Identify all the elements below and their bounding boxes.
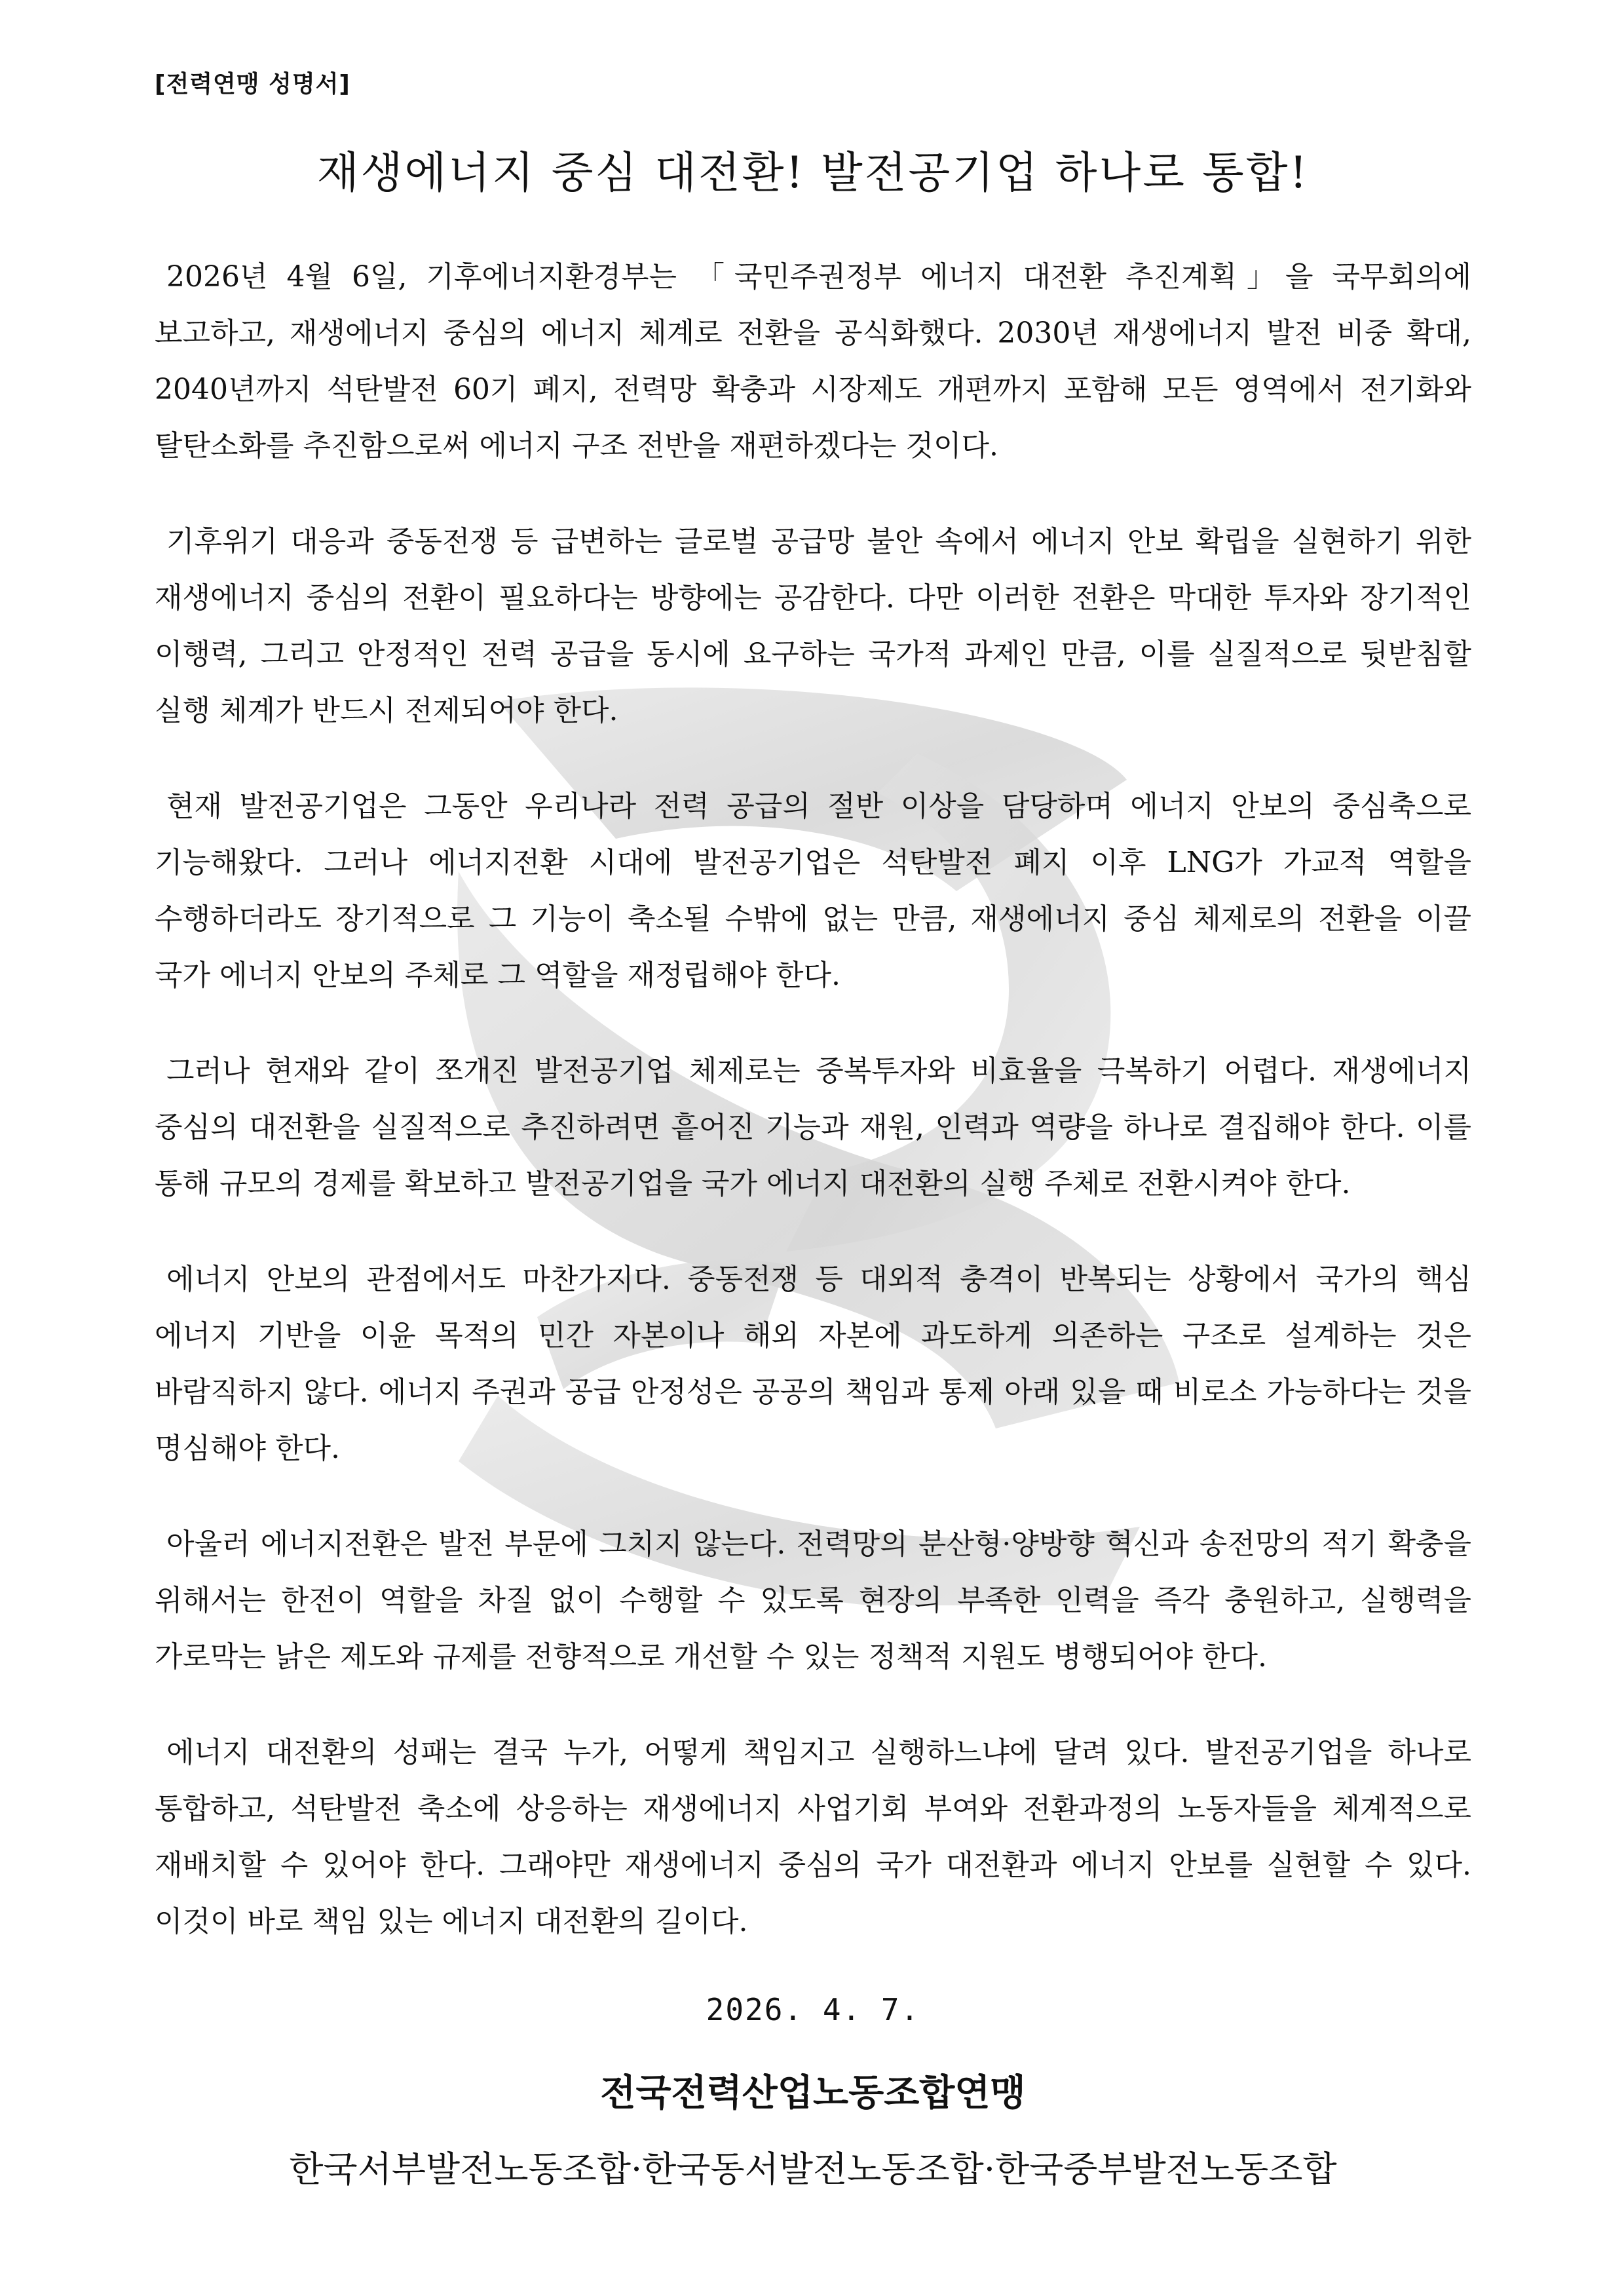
member-unions: 한국서부발전노동조합·한국동서발전노동조합·한국중부발전노동조합 [289,2149,1337,2190]
body-paragraph-4: 그러나 현재와 같이 쪼개진 발전공기업 체제로는 중복투자와 비효율을 극복하기 어렵다. 재생에너지 중심의 대전환을 실질적으로 추진하려면 흩어진 기능과 재원, 인력과 역량을 하나로 결집해야 한다. 이를 통해 규모의 경제를 확보하고 발전공기업을 국가 에너지 대전환의 실행 주체로 전환시켜야 한다. [155,1054,1471,1200]
body-paragraph-6: 아울러 에너지전환은 발전 부문에 그치지 않는다. 전력망의 분산형·양방향 혁신과 송전망의 적기 확충을 위해서는 한전이 역할을 차질 없이 수행할 수 있도록 현장의 부족한 인력을 즉각 충원하고, 실행력을 가로막는 낡은 제도와 규제를 전향적으로 개선할 수 있는 정책적 지원도 병행되어야 한다. [155,1527,1471,1674]
body-paragraph-5: 에너지 안보의 관점에서도 마찬가지다. 중동전쟁 등 대외적 충격이 반복되는 상황에서 국가의 핵심 에너지 기반을 이윤 목적의 민간 자본이나 해외 자본에 과도하게 의존하는 구조로 설계하는 것은 바람직하지 않다. 에너지 주권과 공급 안정성은 공공의 책임과 통제 아래 있을 때 비로소 가능하다는 것을 명심해야 한다. [155,1263,1471,1465]
issuing-organization: 전국전력산업노동조합연맹 [600,2071,1026,2114]
body-paragraph-3: 현재 발전공기업은 그동안 우리나라 전력 공급의 절반 이상을 담당하며 에너지 안보의 중심축으로 기능해왔다. 그러나 에너지전환 시대에 발전공기업은 석탄발전 폐지 이후 LNG가 가교적 역할을 수행하더라도 장기적으로 그 기능이 축소될 수밖에 없는 만큼, 재생에너지 중심 체제로의 전환을 이끌 국가 에너지 안보의 주체로 그 역할을 재정립해야 한다. [155,790,1471,992]
statement-title: 재생에너지 중심 대전환! 발전공기업 하나로 통합! [316,147,1310,198]
statement-body [155,249,1471,1989]
body-paragraph-1: 2026년 4월 6일, 기후에너지환경부는 「국민주권정부 에너지 대전환 추진계획」을 국무회의에 보고하고, 재생에너지 중심의 에너지 체계로 전환을 공식화했다. 2030년 재생에너지 발전 비중 확대, 2040년까지 석탄발전 60기 폐지, 전력망 확충과 시장제도 개편까지 포함해 모든 영역에서 전기화와 탈탄소화를 추진함으로써 에너지 구조 전반을 재편하겠다는 것이다. [155,260,1471,463]
body-paragraph-2: 기후위기 대응과 중동전쟁 등 급변하는 글로벌 공급망 불안 속에서 에너지 안보 확립을 실현하기 위한 재생에너지 중심의 전환이 필요하다는 방향에는 공감한다. 다만 이러한 전환은 막대한 투자와 장기적인 이행력, 그리고 안정적인 전력 공급을 동시에 요구하는 국가적 과제인 만큼, 이를 실질적으로 뒷받침할 실행 체계가 반드시 전제되어야 한다. [155,525,1471,727]
statement-date: 2026. 4. 7. [706,1992,920,2027]
document-type-tag: [전력연맹 성명서] [155,71,350,98]
body-paragraph-7: 에너지 대전환의 성패는 결국 누가, 어떻게 책임지고 실행하느냐에 달려 있다. 발전공기업을 하나로 통합하고, 석탄발전 축소에 상응하는 재생에너지 사업기회 부여와 전환과정의 노동자들을 체계적으로 재배치할 수 있어야 한다. 그래야만 재생에너지 중심의 국가 대전환과 에너지 안보를 실현할 수 있다. 이것이 바로 책임 있는 에너지 대전환의 길이다. [155,1736,1471,1938]
